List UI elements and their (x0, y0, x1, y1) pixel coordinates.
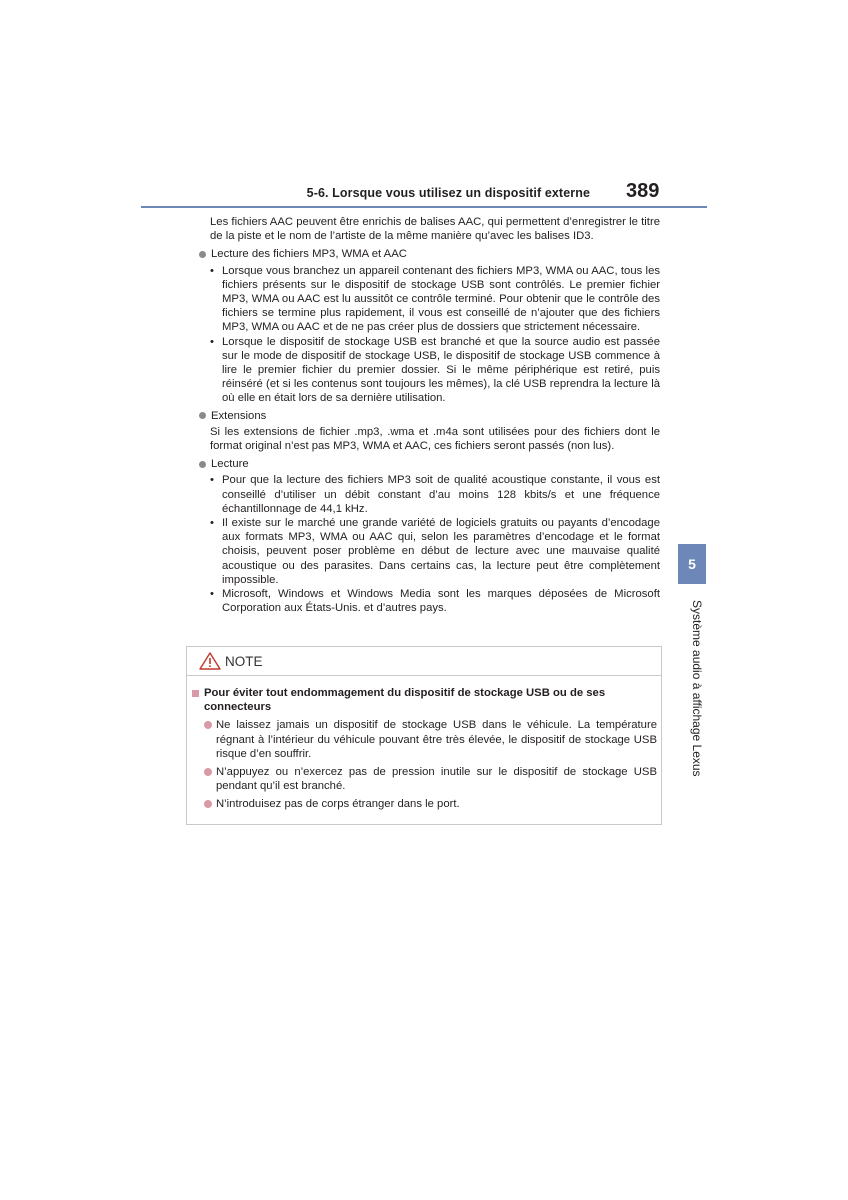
note-bullet-icon (204, 800, 212, 808)
section-heading (198, 457, 660, 471)
warning-triangle-icon (199, 652, 221, 670)
bullet-icon: • (210, 517, 214, 530)
list-item (210, 587, 660, 615)
main-content (198, 215, 660, 618)
note-bullet-icon (204, 721, 212, 729)
note-heading (191, 686, 657, 714)
section-title: 5-6. Lorsque vous utilisez un dispositif externe (306, 186, 590, 200)
list-item-text: Il existe sur le marché une grande variété de logiciels gratuits ou payants d’encodage aux formats MP3, WMA ou AAC qui, selon les paramètres d’encodage et le format choisis, peuvent poser problème en début de lecture avec une mauvaise qualité acoustique ou des parasites. Dans certains cas, la lecture peut être complètement impossible. (222, 517, 660, 586)
square-bullet-icon (192, 690, 199, 697)
bullet-icon: • (210, 474, 214, 487)
note-item-text: N’appuyez ou n’exercez pas de pression inutile sur le dispositif de stockage USB pendant qu’il est branché. (216, 766, 657, 793)
chapter-label: Système audio à affichage Lexus (690, 600, 704, 777)
section-paragraph: Si les extensions de fichier .mp3, .wma et .m4a sont utilisées pour des fichiers dont le format original n’est pas MP3, WMA et AAC, ces fichiers seront passés (non lus). (210, 425, 660, 453)
bullet-dot-icon (199, 412, 206, 419)
note-heading-text: Pour éviter tout endommagement du dispositif de stockage USB ou de ses connecteurs (204, 687, 606, 714)
section-heading-label: Extensions (211, 409, 267, 422)
intro-paragraph: Les fichiers AAC peuvent être enrichis de balises AAC, qui permettent d’enregistrer le titre de la piste et le nom de l’artiste de la même manière qu’avec les balises ID3. (210, 216, 660, 243)
note-header (187, 647, 661, 676)
bullet-dot-icon (199, 251, 206, 258)
bullet-list (210, 264, 660, 406)
bullet-list (210, 473, 660, 615)
chapter-tab: 5 (678, 544, 706, 584)
list-item-text: Pour que la lecture des fichiers MP3 soit de qualité acoustique constante, il vous est conseillé d’utiliser un débit constant d’au moins 128 kbits/s et une fréquence échantillonnage de 44,1 kHz. (222, 474, 660, 515)
bullet-dot-icon (199, 461, 206, 468)
list-item (210, 473, 660, 516)
bullet-icon: • (210, 264, 214, 277)
list-item-text: Lorsque le dispositif de stockage USB est branché et que la source audio est passée sur le mode de dispositif de stockage USB, le dispositif de stockage USB commence à lire le premier fichier du premier dossier. Si le même périphérique est retiré, puis réinséré (et si les contenus sont toujours les mêmes), la clé USB reprendra la lecture là où elle en était lors de sa dernière utilisation. (222, 335, 660, 405)
list-item (210, 516, 660, 587)
note-body (187, 676, 661, 812)
list-item-text: Lorsque vous branchez un appareil contenant des fichiers MP3, WMA ou AAC, tous les fichiers présents sur le dispositif de stockage USB sont contrôlés. Le premier fichier MP3, WMA ou AAC est lu aussitôt ce contrôle terminé. Pour obtenir que le contrôle des fichiers se termine plus rapidement, il vous est conseillé de n’ajouter que des fichiers MP3, WMA ou AAC et de ne pas créer plus de dossiers que strictement nécessaire. (222, 264, 660, 334)
list-item (210, 264, 660, 335)
note-list (191, 718, 657, 811)
page-number: 389 (626, 180, 660, 202)
note-item (204, 718, 657, 761)
bullet-icon: • (210, 588, 214, 601)
note-item (204, 797, 657, 811)
note-item-text: N’introduisez pas de corps étranger dans le port. (216, 798, 460, 811)
bullet-icon: • (210, 335, 214, 348)
section-heading (198, 247, 660, 261)
section-heading-label: Lecture des fichiers MP3, WMA et AAC (211, 248, 407, 261)
note-box (186, 646, 662, 825)
list-item (210, 335, 660, 406)
note-bullet-icon (204, 768, 212, 776)
section-heading (198, 409, 660, 423)
note-item (204, 765, 657, 793)
note-item-text: Ne laissez jamais un dispositif de stockage USB dans le véhicule. La température régnant à l’intérieur du véhicule pouvant être très élevée, le dispositif de stockage USB risque d’en souffrir. (216, 719, 657, 760)
header-divider (141, 206, 707, 208)
note-title: NOTE (225, 653, 263, 669)
section-heading-label: Lecture (211, 458, 249, 471)
list-item-text: Microsoft, Windows et Windows Media sont les marques déposées de Microsoft Corporation aux États-Unis. et d’autres pays. (222, 588, 660, 615)
